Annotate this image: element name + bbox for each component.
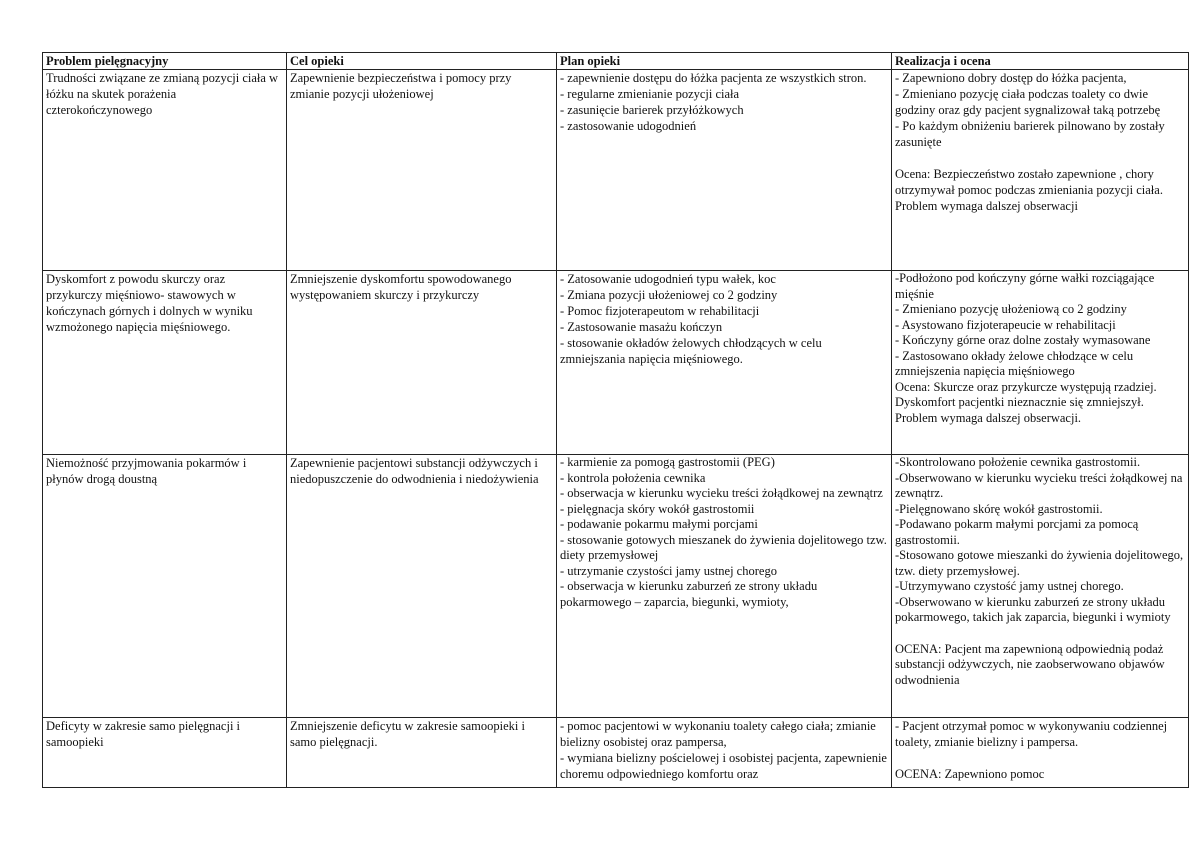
problem-cell xyxy=(43,271,287,455)
goal-cell xyxy=(287,718,557,788)
cell-line: - Zmiana pozycji ułożeniowej co 2 godziny xyxy=(560,288,778,302)
problem-cell xyxy=(43,70,287,271)
cell-line: Zapewnienie pacjentowi substancji odżywczych i niedopuszczenie do odwodnienia i niedożywienia xyxy=(290,456,539,486)
cell-line: - podawanie pokarmu małymi porcjami xyxy=(560,517,758,531)
cell-line: - zasunięcie barierek przyłóżkowych xyxy=(560,103,744,117)
cell-line: - regularne zmienianie pozycji ciała xyxy=(560,87,740,101)
cell-line: Trudności związane ze zmianą pozycji ciała w łóżku na skutek porażenia czterokończynowego xyxy=(46,71,279,117)
cell-line: - obserwacja w kierunku zaburzeń ze strony układu pokarmowego – zaparcia, biegunki, wymioty, xyxy=(560,579,818,609)
table-row xyxy=(43,70,1189,271)
problem-cell xyxy=(43,455,287,718)
care-plan-table xyxy=(42,52,1189,788)
goal-cell xyxy=(287,271,557,455)
blank-line xyxy=(895,750,1185,766)
cell-line: - utrzymanie czystości jamy ustnej chorego xyxy=(560,563,777,578)
cell-line: - Zatosowanie udogodnień typu wałek, koc xyxy=(560,272,776,286)
cell-line: OCENA: Zapewniono pomoc xyxy=(895,767,1045,781)
cell-line: -Skontrolowano położenie cewnika gastrostomii. xyxy=(895,455,1141,469)
cell-line: Ocena: Bezpieczeństwo zostało zapewnione , chory otrzymywał pomoc podczas zmieniania pozycji ciała. Problem wymaga dalszej obserwacji xyxy=(895,167,1163,213)
header-goal: Cel opieki xyxy=(287,53,557,70)
plan-cell xyxy=(557,271,892,455)
realization-cell xyxy=(892,718,1189,788)
cell-line: -Podłożono pod kończyny górne wałki rozciągające mięśnie xyxy=(895,271,1155,301)
cell-line: - Asystowano fizjoterapeucie w rehabilitacji xyxy=(895,317,1116,332)
realization-cell xyxy=(892,271,1189,455)
cell-line: - zapewnienie dostępu do łóżka pacjenta ze wszystkich stron. xyxy=(560,71,867,85)
cell-line: - Zapewniono dobry dostęp do łóżka pacjenta, xyxy=(895,71,1127,85)
cell-line: - Zastosowanie masażu kończyn xyxy=(560,320,723,334)
cell-line: Zmniejszenie dyskomfortu spowodowanego występowaniem skurczy i przykurczy xyxy=(290,272,512,302)
cell-line: - zastosowanie udogodnień xyxy=(560,119,697,133)
cell-line: -Obserwowano w kierunku wycieku treści żołądkowej na zewnątrz. xyxy=(895,470,1183,500)
plan-cell xyxy=(557,455,892,718)
cell-line: - stosowanie okładów żelowych chłodzących w celu zmniejszania napięcia mięśniowego. xyxy=(560,336,822,366)
cell-line: Deficyty w zakresie samo pielęgnacji i samoopieki xyxy=(46,719,241,749)
cell-line: - kontrola położenia cewnika xyxy=(560,470,706,485)
header-problem: Problem pielęgnacyjny xyxy=(43,53,287,70)
problem-cell xyxy=(43,718,287,788)
cell-line: -Obserwowano w kierunku zaburzeń ze strony układu pokarmowego, takich jak zaparcia, biegunki i wymioty xyxy=(895,594,1171,624)
cell-line: - wymiana bielizny pościelowej i osobistej pacjenta, zapewnienie choremu odpowiedniego komfortu oraz xyxy=(560,751,887,781)
cell-line: - obserwacja w kierunku wycieku treści żołądkowej na zewnątrz xyxy=(560,486,883,500)
cell-line: - Kończyny górne oraz dolne zostały wymasowane xyxy=(895,333,1151,347)
cell-line: Zmniejszenie deficytu w zakresie samoopieki i samo pielęgnacji. xyxy=(290,719,525,749)
cell-line: - Zmieniano pozycję ułożeniową co 2 godziny xyxy=(895,302,1127,316)
blank-line xyxy=(895,626,1185,642)
cell-line: - Zmieniano pozycję ciała podczas toalety co dwie godziny oraz gdy pacjent sygnalizował taką potrzebę xyxy=(895,87,1161,117)
cell-line: -Utrzymywano czystość jamy ustnej chorego. xyxy=(895,579,1124,593)
cell-line: - Pomoc fizjoterapeutom w rehabilitacji xyxy=(560,304,760,318)
blank-line xyxy=(895,150,1185,166)
plan-cell xyxy=(557,718,892,788)
header-realization: Realizacja i ocena xyxy=(892,53,1189,70)
table-row xyxy=(43,271,1189,455)
header-plan: Plan opieki xyxy=(557,53,892,70)
realization-cell xyxy=(892,70,1189,271)
cell-line: Ocena: Skurcze oraz przykurcze występują rzadziej. Dyskomfort pacjentki nieznacznie się zmniejszył. Problem wymaga dalszej obserwacji. xyxy=(895,379,1157,425)
cell-line: - karmienie za pomogą gastrostomii (PEG) xyxy=(560,455,775,469)
header-row xyxy=(43,53,1189,70)
cell-line: -Stosowano gotowe mieszanki do żywienia dojelitowego, tzw. diety przemysłowej. xyxy=(895,548,1184,578)
plan-cell xyxy=(557,70,892,271)
table-body xyxy=(43,70,1189,788)
cell-line: Niemożność przyjmowania pokarmów i płynów drogą doustną xyxy=(46,456,247,486)
cell-line: -Podawano pokarm małymi porcjami za pomocą gastrostomii. xyxy=(895,517,1139,547)
goal-cell xyxy=(287,455,557,718)
cell-line: OCENA: Pacjent ma zapewnioną odpowiednią podaż substancji odżywczych, nie zaobserwowano objawów odwodnienia xyxy=(895,641,1165,687)
goal-cell xyxy=(287,70,557,271)
cell-line: - stosowanie gotowych mieszanek do żywienia dojelitowego tzw. diety przemysłowej xyxy=(560,532,887,562)
table-row xyxy=(43,718,1189,788)
cell-line: - pomoc pacjentowi w wykonaniu toalety całego ciała; zmianie bielizny osobistej oraz pampersa, xyxy=(560,719,876,749)
cell-line: - Zastosowano okłady żelowe chłodzące w celu zmniejszenia napięcia mięśniowego xyxy=(895,348,1134,378)
cell-line: Zapewnienie bezpieczeństwa i pomocy przy zmianie pozycji ułożeniowej xyxy=(290,71,512,101)
cell-line: - pielęgnacja skóry wokół gastrostomii xyxy=(560,501,755,516)
realization-cell xyxy=(892,455,1189,718)
table-row xyxy=(43,455,1189,718)
cell-line: - Po każdym obniżeniu barierek pilnowano by zostały zasunięte xyxy=(895,119,1165,149)
cell-line: - Pacjent otrzymał pomoc w wykonywaniu codziennej toalety, zmianie bielizny i pampersa. xyxy=(895,719,1168,749)
cell-line: Dyskomfort z powodu skurczy oraz przykurczy mięśniowo- stawowych w kończynach górnych i dolnych w wyniku wzmożonego napięcia mięśniowego. xyxy=(46,272,253,334)
cell-line: -Pielęgnowano skórę wokół gastrostomii. xyxy=(895,501,1103,516)
